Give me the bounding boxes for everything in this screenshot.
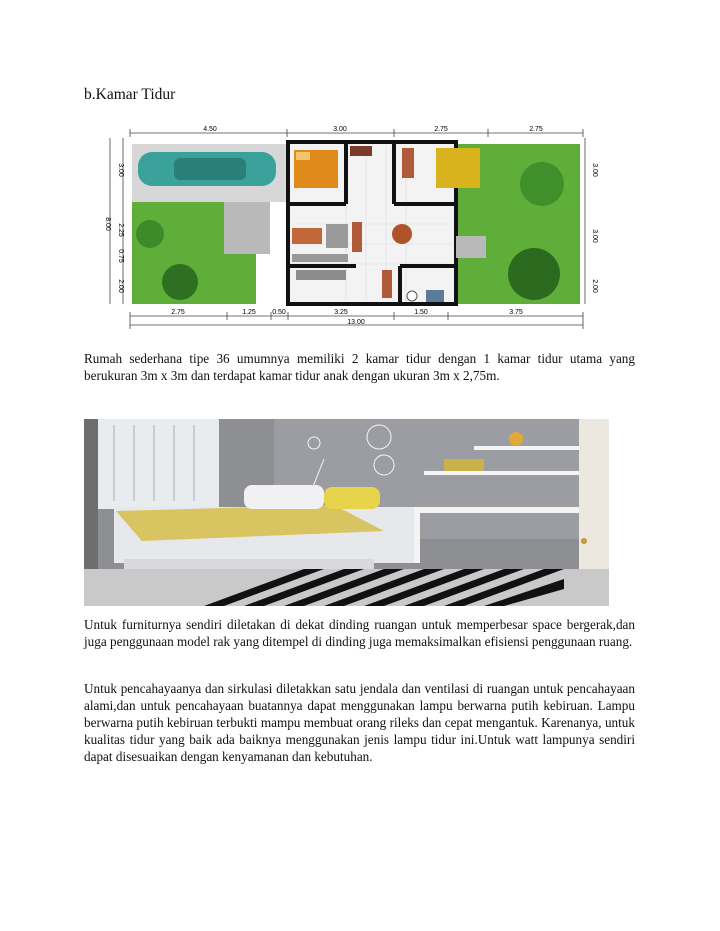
dim-top-2: 3.00 xyxy=(333,126,347,133)
dim-right-1: 3.00 xyxy=(591,163,598,177)
dim-top-3: 2.75 xyxy=(434,126,448,133)
dim-bottom-total: 13.00 xyxy=(347,319,365,326)
bedroom-photo xyxy=(84,419,609,606)
paragraph-furniture: Untuk furniturnya sendiri diletakan di dekat dinding ruangan untuk memperbesar space bergerak,dan juga penggunaan model rak yang ditempel di dinding juga memaksimalkan efisiensi penggunaan ruang. xyxy=(84,617,635,649)
dim-top-1: 4.50 xyxy=(203,126,217,133)
dim-left-total: 8.00 xyxy=(104,217,111,231)
dim-left-2: 2.25 xyxy=(117,223,124,237)
paragraph-bedroom-size: Rumah sederhana tipe 36 umumnya memiliki 2 kamar tidur dengan 1 kamar tidur utama yang berukuran 3m x 3m dan terdapat kamar tidur anak dengan ukuran 3m x 2,75m. xyxy=(84,351,635,383)
dim-right-2: 3.00 xyxy=(591,229,598,243)
paragraph-lighting: Untuk pencahayaanya dan sirkulasi diletakkan satu jendala dan ventilasi di ruangan untuk pencahayaan alami,dan untuk pencahayaan buatannya dapat menggunakan lampu berwarna putih kebiruan. Lampu berwarna putih kebiruan terbukti mampu membuat orang rileks dan cepat mengantuk. Karenanya, untuk kualitas tidur yang baik ada baiknya menggunakan jenis lampu tidur ini.Untuk watt lampunya sendiri dapat disesuaikan dengan kenyamanan dan kebutuhan. xyxy=(84,681,635,764)
dim-bottom-6: 3.75 xyxy=(509,309,523,316)
dim-bottom-3: 0.50 xyxy=(272,309,286,316)
floor-plan-image xyxy=(96,124,598,330)
dim-right-3: 2.00 xyxy=(591,279,598,293)
dim-bottom-1: 2.75 xyxy=(171,309,185,316)
dim-bottom-4: 3.25 xyxy=(334,309,348,316)
dim-left-3: 0.75 xyxy=(117,249,124,263)
dim-left-1: 3.00 xyxy=(117,163,124,177)
dim-left-4: 2.00 xyxy=(117,279,124,293)
dim-bottom-5: 1.50 xyxy=(414,309,428,316)
section-heading: b.Kamar Tidur xyxy=(84,86,176,103)
dim-bottom-2: 1.25 xyxy=(242,309,256,316)
dim-top-4: 2.75 xyxy=(529,126,543,133)
